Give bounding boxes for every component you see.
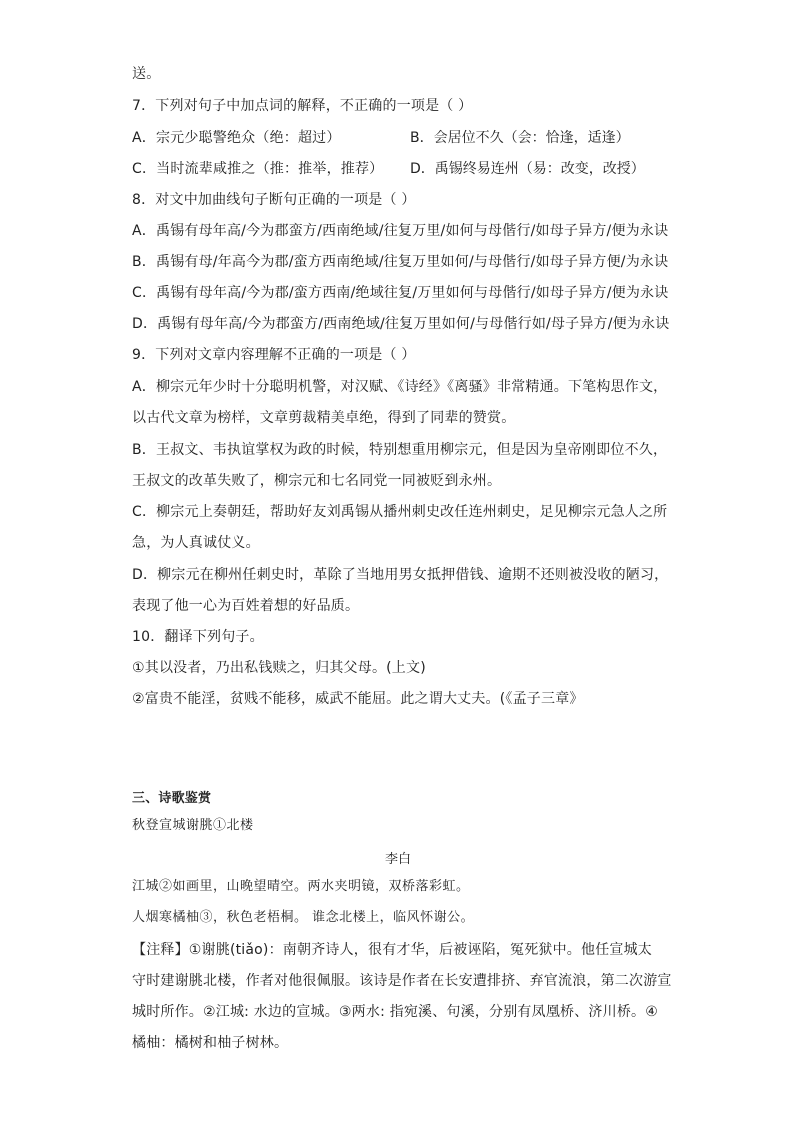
poem-line-2: 人烟寒橘柚③，秋色老梧桐。 谁念北楼上，临风怀谢公。 [132,910,475,925]
question-7: 7．下列对句子中加点词的解释，不正确的一项是（ ） [132,98,473,114]
question-7-option-a: A．宗元少聪警绝众（绝：超过） [132,130,341,146]
poem-author: 李白 [385,852,412,867]
question-7-option-c: C．当时流辈咸推之（推：推举，推荐） [132,161,384,177]
question-8-option-d: D．禹锡有母年高/今为郡蛮方/西南绝域/往复万里如何/与母偕行如/母子异方/便为永诀 [132,316,670,332]
question-9-option-d-line2: 表现了他一心为百姓着想的好品质。 [132,598,360,614]
question-10-sentence-2: ②富贵不能淫，贫贱不能移，威武不能屈。此之谓大丈夫。(《孟子三章》 [132,691,584,707]
section-heading: 三、诗歌鉴赏 [132,791,212,806]
question-9-option-b-line2: 王叔文的改革失败了，柳宗元和七名同党一同被贬到永州。 [132,473,502,489]
poem-line-1: 江城②如画里，山晚望晴空。两水夹明镜，双桥落彩虹。 [132,879,470,894]
question-7-option-d: D．禹锡终易连州（易：改变，改授） [410,161,645,177]
question-10-sentence-1: ①其以没者，乃出私钱赎之，归其父母。(上文) [132,660,426,676]
annotation-line-1: 【注释】①谢朓(tiǎo)：南朝齐诗人，很有才华，后被诬陷，冤死狱中。他任宣城太 [132,942,652,958]
question-9-option-d-line1: D．柳宗元在柳州任刺史时，革除了当地用男女抵押借钱、逾期不还则被没收的陋习， [132,567,669,583]
question-9-option-a-line2: 以古代文章为榜样，文章剪裁精美卓绝，得到了同辈的赞赏。 [132,410,516,426]
question-9-option-a-line1: A．柳宗元年少时十分聪明机警，对汉赋、《诗经》《离骚》非常精通。下笔构思作文， [132,379,668,395]
poem-title: 秋登宣城谢朓①北楼 [132,818,254,833]
question-9-option-b-line1: B．王叔文、韦执谊掌权为政的时候，特别想重用柳宗元，但是因为皇帝刚即位不久， [132,442,668,458]
question-8-option-c: C．禹锡有母年高/今为郡/蛮方西南/绝域往复/万里如何与母偕行/如母子异方/便为永诀 [132,285,669,301]
question-9: 9．下列对文章内容理解不正确的一项是（ ） [132,347,416,363]
question-9-option-c-line1: C．柳宗元上奏朝廷，帮助好友刘禹锡从播州刺史改任连州刺史，足见柳宗元急人之所 [132,504,668,520]
text-line: 送。 [132,66,161,82]
question-8-option-b: B．禹锡有母/年高今为郡/蛮方西南绝域/往复万里如何/与母偕行/如母子异方便/为永诀 [132,254,669,270]
question-9-option-c-line2: 急，为人真诚仗义。 [132,535,260,551]
annotation-line-3: 城时所作。②江城: 水边的宣城。③两水: 指宛溪、句溪，分别有凤凰桥、济川桥。④ [132,1004,658,1020]
question-7-option-b: B．会居位不久（会：恰逢，适逢） [410,130,630,146]
annotation-line-4: 橘柚：橘树和柚子树林。 [132,1035,289,1051]
question-8-option-a: A．禹锡有母年高/今为郡蛮方/西南绝域/往复万里/如何与母偕行/如母子异方/便为永诀 [132,223,669,239]
question-8: 8．对文中加曲线句子断句正确的一项是（ ） [132,192,416,208]
annotation-line-2: 守时建谢朓北楼，作者对他很佩服。该诗是作者在长安遭排挤、弃官流浪，第二次游宣 [132,973,672,989]
question-10: 10．翻译下列句子。 [132,629,264,645]
